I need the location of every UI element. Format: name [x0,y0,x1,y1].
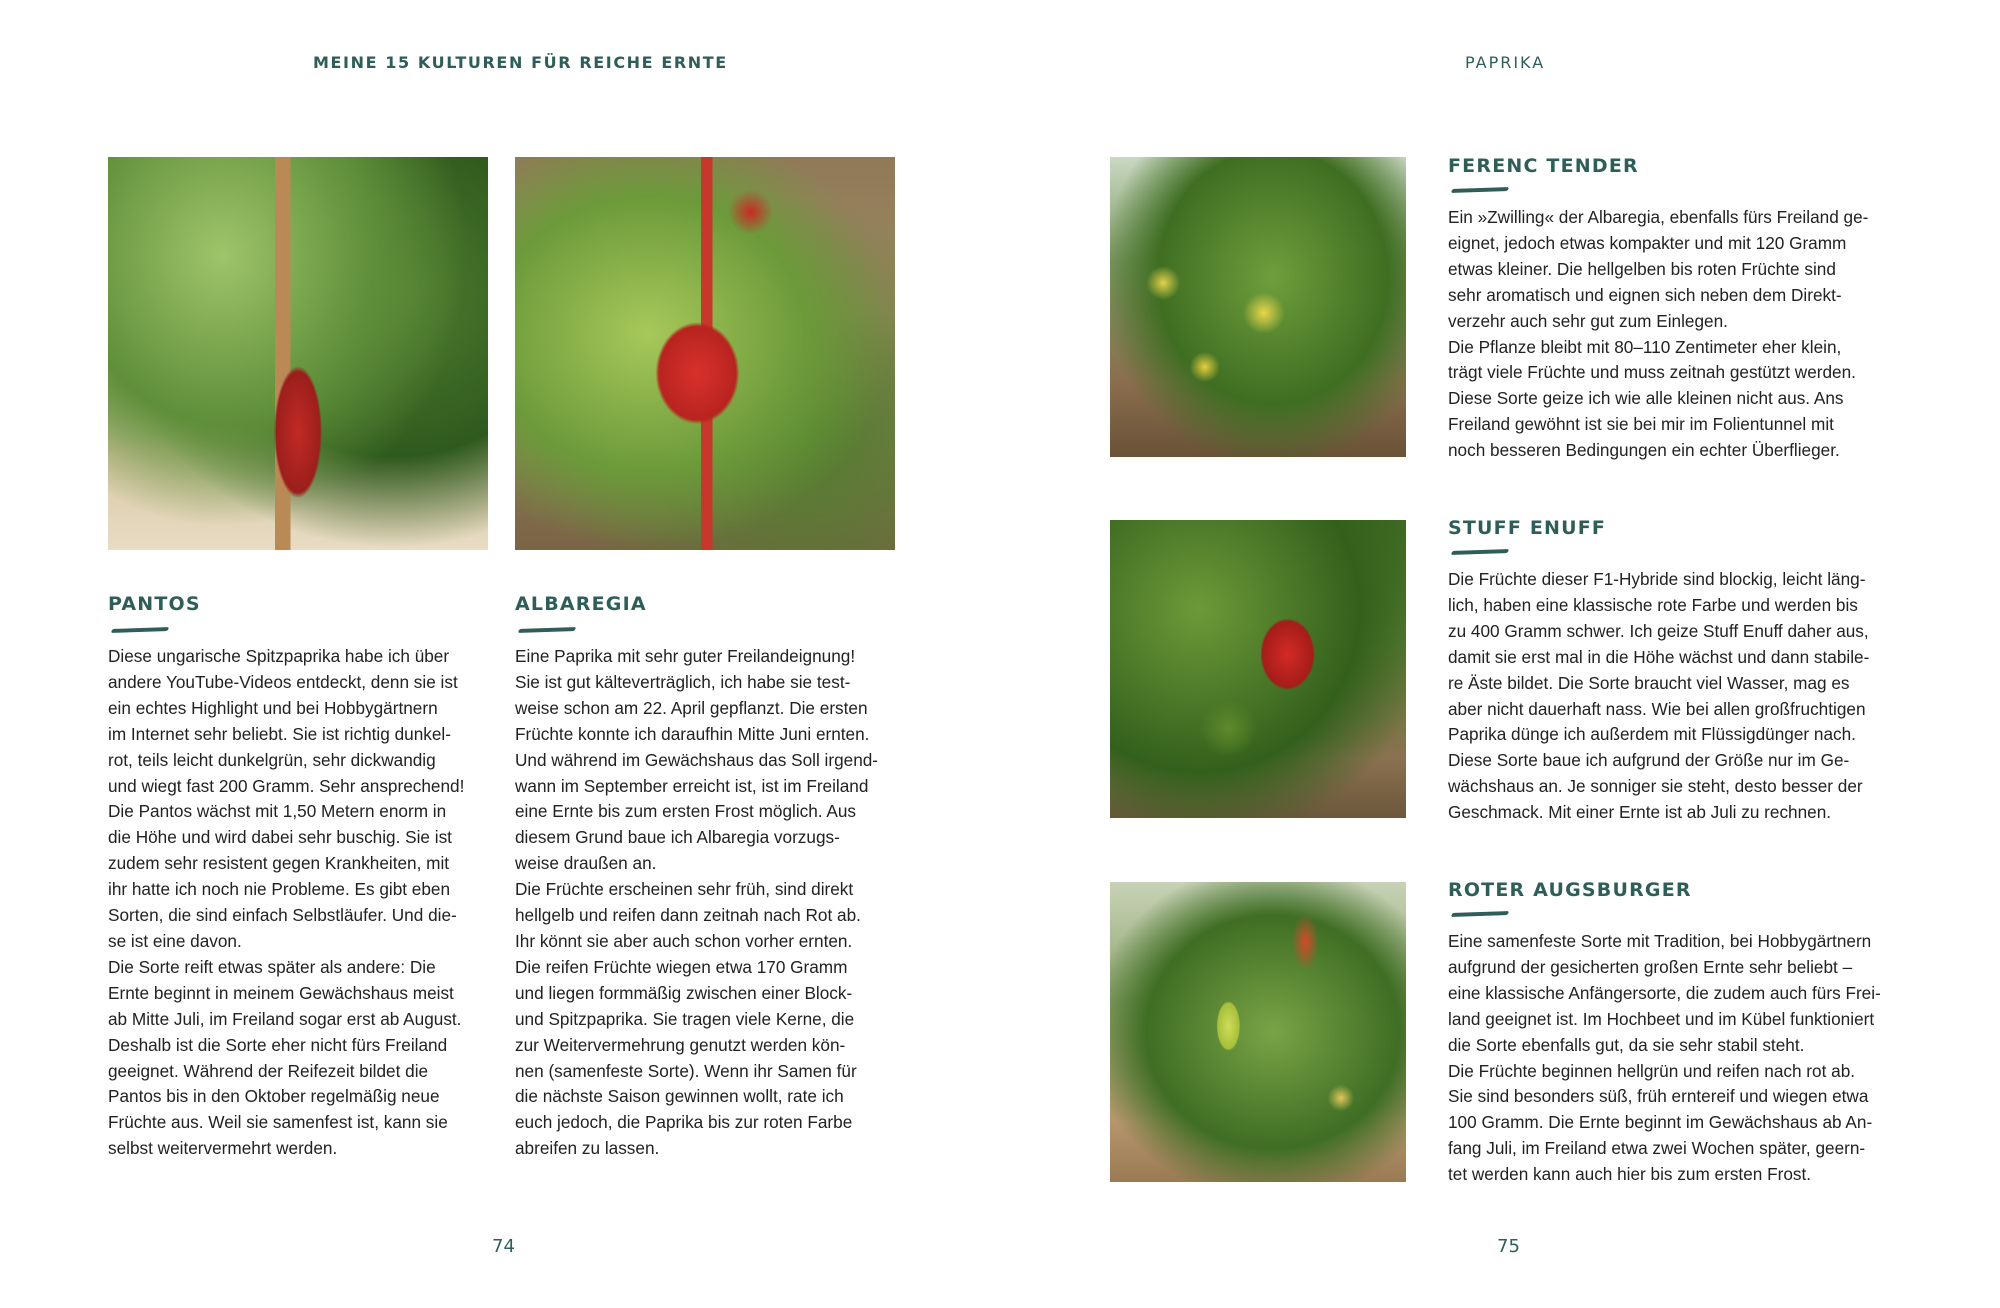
page-number-right: 75 [1497,1236,1520,1257]
article-body: Eine samenfeste Sorte mit Tradition, bei Hobbygärtnern aufgrund der gesicherten großen Ernte sehr beliebt – eine klassische Anfängersorte, die zudem auch fürs Frei- land geeignet ist. Im Hochbeet und im Kübel funktioniert die Sorte ebenfalls gut, da sie sehr stabil steht. Die Früchte beginnen hellgrün und reifen nach rot ab. Sie sind besonders süß, früh erntereif und wiegen etwa 100 Gramm. Die Ernte beginnt im Gewächshaus ab An- fang Juli, im Freiland etwa zwei Wochen später, geern- tet werden kann auch hier bis zum ersten Frost. [1448,931,1881,1185]
article-body: Eine Paprika mit sehr guter Freilandeignung! Sie ist gut kälteverträglich, ich habe sie test- weise schon am 22. April gepflanzt. Die ersten Früchte konnte ich daraufhin Mitte Juni ernten. Und während im Gewächshaus das Soll irgend- wann im September erreicht ist, ist im Freiland eine Ernte bis zum ersten Frost möglich. Aus diesem Grund baue ich Albaregia vorzugs- weise draußen an. Die Früchte erscheinen sehr früh, sind direkt hellgelb und reifen dann zeitnah nach Rot ab. Ihr könnt sie aber auch schon vorher ernten. Die reifen Früchte wiegen etwa 170 Gramm und liegen formmäßig zwischen einer Block- und Spitzpaprika. Sie tragen viele Kerne, die zur Weitervermehrung genutzt werden kön- nen (samenfeste Sorte). Wenn ihr Samen für die nächste Saison gewinnen wollt, rate ich euch jedoch, die Paprika bis zur roten Farbe abreifen zu lassen. [515,646,879,1159]
article-heading: ROTER AUGSBURGER [1448,879,1692,901]
article-body: Diese ungarische Spitzpaprika habe ich über andere YouTube-Videos entdeckt, denn sie ist ein echtes Highlight und bei Hobbygärtnern im Internet sehr beliebt. Sie ist richtig dunkel- rot, teils leicht dunkelgrün, sehr dickwandig und wiegt fast 200 Gramm. Sehr ansprechend! Die Pantos wächst mit 1,50 Metern enorm in die Höhe und wird dabei sehr buschig. Sie ist zudem sehr resistent gegen Krankheiten, mit ihr hatte ich noch nie Probleme. Es gibt eben Sorten, die sind einfach Selbstläufer. Und die- se ist eine davon. Die Sorte reift etwas später als andere: Die Ernte beginnt in meinem Gewächshaus meist ab Mitte Juli, im Freiland sogar erst ab August. Deshalb ist die Sorte eher nicht fürs Freiland geeignet. Während der Reifezeit bildet die Pantos bis in den Oktober regelmäßig neue Früchte aus. Weil sie samenfest ist, kann sie selbst weitervermehrt werden. [108,646,465,1159]
albaregia-photo [515,157,895,550]
running-head-left: MEINE 15 KULTUREN FÜR REICHE ERNTE [313,53,728,72]
stuff-enuff-photo [1110,520,1406,818]
page-number-left: 74 [492,1236,515,1257]
roter-augsburger-photo [1110,882,1406,1182]
heading-underline [1451,187,1510,193]
heading-underline [1451,549,1510,555]
heading-underline [518,627,577,633]
running-head-right: PAPRIKA [1465,53,1546,72]
article-body: Die Früchte dieser F1-Hybride sind blockig, leicht läng- lich, haben eine klassische rote Farbe und werden bis zu 400 Gramm schwer. Ich geize Stuff Enuff daher aus, damit sie erst mal in die Höhe wächst und dann stabile- re Äste bildet. Die Sorte braucht viel Wasser, mag es aber nicht dauerhaft nass. Wie bei allen großfruchtigen Paprika dünge ich außerdem mit Flüssigdünger nach. Diese Sorte baue ich aufgrund der Größe nur im Ge- wächshaus an. Je sonniger sie steht, desto besser der Geschmack. Mit einer Ernte ist ab Juli zu rechnen. [1448,569,1870,823]
article-body: Ein »Zwilling« der Albaregia, ebenfalls fürs Freiland ge- eignet, jedoch etwas kompakter und mit 120 Gramm etwas kleiner. Die hellgelben bis roten Früchte sind sehr aromatisch und eignen sich neben dem Direkt- verzehr auch sehr gut zum Einlegen. Die Pflanze bleibt mit 80–110 Zentimeter eher klein, trägt viele Früchte und muss zeitnah gestützt werden. Diese Sorte geize ich wie alle kleinen nicht aus. Ans Freiland gewöhnt ist sie bei mir im Folientunnel mit noch besseren Bedingungen ein echter Überflieger. [1448,207,1869,461]
pantos-photo [108,157,488,550]
article-heading: STUFF ENUFF [1448,517,1607,539]
right-page [1000,0,2000,1308]
article-heading: FERENC TENDER [1448,155,1639,177]
article-heading: PANTOS [108,593,201,615]
heading-underline [1451,911,1510,917]
ferenc-tender-photo [1110,157,1406,457]
heading-underline [111,627,170,633]
article-heading: ALBAREGIA [515,593,647,615]
